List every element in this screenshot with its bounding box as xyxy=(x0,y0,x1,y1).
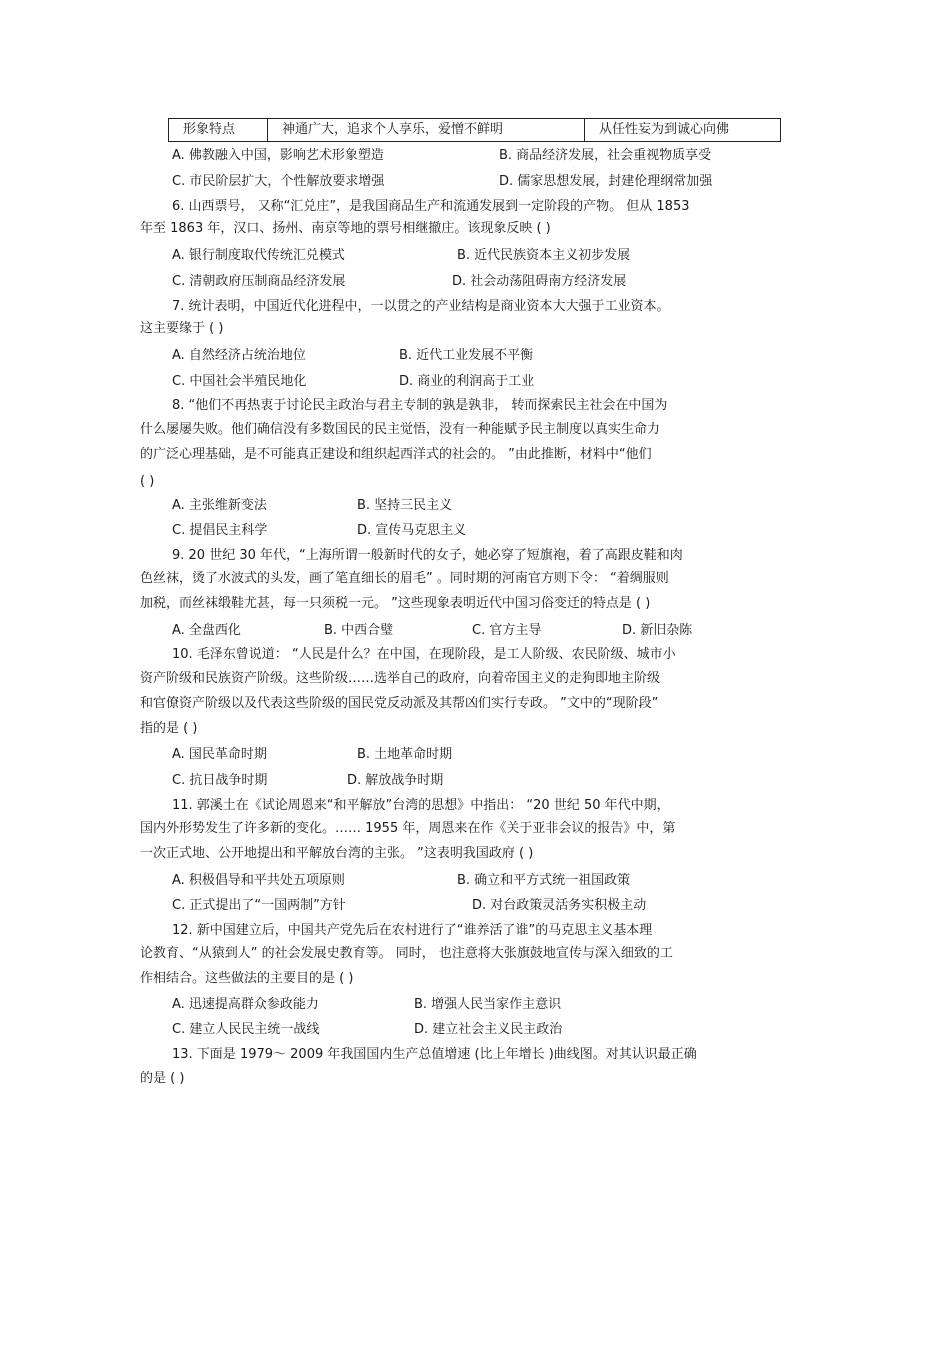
q12-stem-line: 12. 新中国建立后，中国共产党先后在农村进行了“谁养活了谁”的马克思主义基本理 xyxy=(172,923,653,938)
q7-stem-line: 这主要缘于 ( ) xyxy=(140,321,224,336)
q9-stem-line: 9. 20 世纪 30 年代，“上海所谓一般新时代的女子，她必穿了短旗袍，着了高跟皮鞋和肉 xyxy=(172,548,683,563)
q11-option-a: A. 积极倡导和平共处五项原则 xyxy=(172,873,345,888)
q10-stem-line: 和官僚资产阶级以及代表这些阶级的国民党反动派及其帮凶们实行专政。 ”文中的“现阶段” xyxy=(140,696,659,711)
q10-option-a: A. 国民革命时期 xyxy=(172,747,267,762)
q11-stem-line: 一次正式地、公开地提出和平解放台湾的主张。 ”这表明我国政府 ( ) xyxy=(140,846,534,861)
q9-stem-line: 加税，而丝袜缎鞋尤甚，每一只须税一元。 ”这些现象表明近代中国习俗变迁的特点是 ( ) xyxy=(140,596,651,611)
q5-option-d: D. 儒家思想发展，封建伦理纲常加强 xyxy=(499,174,713,189)
q11-stem-line: 11. 郭溪土在《试论周恩来“和平解放”台湾的思想》中指出： “20 世纪 50 年代中期， xyxy=(172,798,670,813)
table-cell: 神通广大，追求个人享乐，爱憎不鲜明 xyxy=(268,119,585,141)
q11-stem-line: 国内外形势发生了许多新的变化。…… 1955 年，周恩来在作《关于亚非会议的报告》中，第 xyxy=(140,821,676,836)
q10-option-c: C. 抗日战争时期 xyxy=(172,773,268,788)
q6-stem-line: 6. 山西票号， 又称“汇兑庄”，是我国商品生产和流通发展到一定阶段的产物。 但从 1853 xyxy=(172,199,690,214)
q13-stem-line: 13. 下面是 1979～ 2009 年我国国内生产总值增速 (比上年增长 )曲线图。对其认识最正确 xyxy=(172,1047,697,1062)
q8-stem-line: 8. “他们不再热衷于讨论民主政治与君主专制的孰是孰非， 转而探索民主社会在中国为 xyxy=(172,398,668,413)
q10-stem-line: 指的是 ( ) xyxy=(140,721,198,736)
q12-option-b: B. 增强人民当家作主意识 xyxy=(414,997,562,1012)
q11-option-b: B. 确立和平方式统一祖国政策 xyxy=(457,873,631,888)
q12-stem-line: 作相结合。这些做法的主要目的是 ( ) xyxy=(140,971,354,986)
q8-option-a: A. 主张维新变法 xyxy=(172,498,267,513)
q8-option-c: C. 提倡民主科学 xyxy=(172,523,268,538)
q6-option-c: C. 清朝政府压制商品经济发展 xyxy=(172,274,346,289)
q8-option-d: D. 宣传马克思主义 xyxy=(357,523,467,538)
q9-option-d: D. 新旧杂陈 xyxy=(622,623,693,638)
q5-option-c: C. 市民阶层扩大，个性解放要求增强 xyxy=(172,174,385,189)
q10-stem-line: 10. 毛泽东曾说道： “人民是什么？在中国，在现阶段，是工人阶级、农民阶级、城市小 xyxy=(172,647,676,662)
q12-stem-line: 论教育、“从猿到人” 的社会发展史教育等。 同时， 也注意将大张旗鼓地宣传与深入细致的工 xyxy=(140,946,673,961)
q6-option-a: A. 银行制度取代传统汇兑模式 xyxy=(172,248,345,263)
q6-option-d: D. 社会动荡阻碍南方经济发展 xyxy=(452,274,627,289)
q9-option-c: C. 官方主导 xyxy=(472,623,542,638)
q5-option-a: A. 佛教融入中国，影响艺术形象塑造 xyxy=(172,148,384,163)
q8-stem-line: ( ) xyxy=(140,474,155,489)
q12-option-d: D. 建立社会主义民主政治 xyxy=(414,1022,563,1037)
q11-option-d: D. 对台政策灵活务实积极主动 xyxy=(472,898,647,913)
q9-stem-line: 色丝袜，烫了水波式的头发，画了笔直细长的眉毛” 。同时期的河南官方则下令： “着绸服则 xyxy=(140,571,669,586)
q7-option-c: C. 中国社会半殖民地化 xyxy=(172,374,307,389)
q8-stem-line: 的广泛心理基础，是不可能真正建设和组织起西洋式的社会的。 ”由此推断，材料中“他们 xyxy=(140,447,652,462)
q12-option-a: A. 迅速提高群众参政能力 xyxy=(172,997,319,1012)
table-cell: 形象特点 xyxy=(169,119,268,141)
q10-stem-line: 资产阶级和民族资产阶级。这些阶级……选举自己的政府，向着帝国主义的走狗即地主阶级 xyxy=(140,671,661,686)
q6-stem-line: 年至 1863 年，汉口、扬州、南京等地的票号相继撤庄。该现象反映 ( ) xyxy=(140,221,551,236)
q5-option-b: B. 商品经济发展，社会重视物质享受 xyxy=(499,148,712,163)
q7-option-b: B. 近代工业发展不平衡 xyxy=(399,348,534,363)
q8-stem-line: 什么屡屡失败。他们确信没有多数国民的民主觉悟，没有一种能赋予民主制度以真实生命力 xyxy=(140,422,661,437)
q9-option-a: A. 全盘西化 xyxy=(172,623,241,638)
q6-option-b: B. 近代民族资本主义初步发展 xyxy=(457,248,631,263)
q12-option-c: C. 建立人民民主统一战线 xyxy=(172,1022,320,1037)
q11-option-c: C. 正式提出了“一国两制”方针 xyxy=(172,898,346,913)
q9-option-b: B. 中西合璧 xyxy=(324,623,394,638)
feature-table-row xyxy=(168,118,781,142)
q10-option-d: D. 解放战争时期 xyxy=(347,773,444,788)
q8-option-b: B. 坚持三民主义 xyxy=(357,498,453,513)
q7-option-a: A. 自然经济占统治地位 xyxy=(172,348,306,363)
q10-option-b: B. 土地革命时期 xyxy=(357,747,453,762)
q7-stem-line: 7. 统计表明，中国近代化进程中，一以贯之的产业结构是商业资本大大强于工业资本。 xyxy=(172,299,670,314)
q13-stem-line: 的是 ( ) xyxy=(140,1071,185,1086)
table-cell: 从任性妄为到诚心向佛 xyxy=(599,122,730,137)
q7-option-d: D. 商业的利润高于工业 xyxy=(399,374,535,389)
